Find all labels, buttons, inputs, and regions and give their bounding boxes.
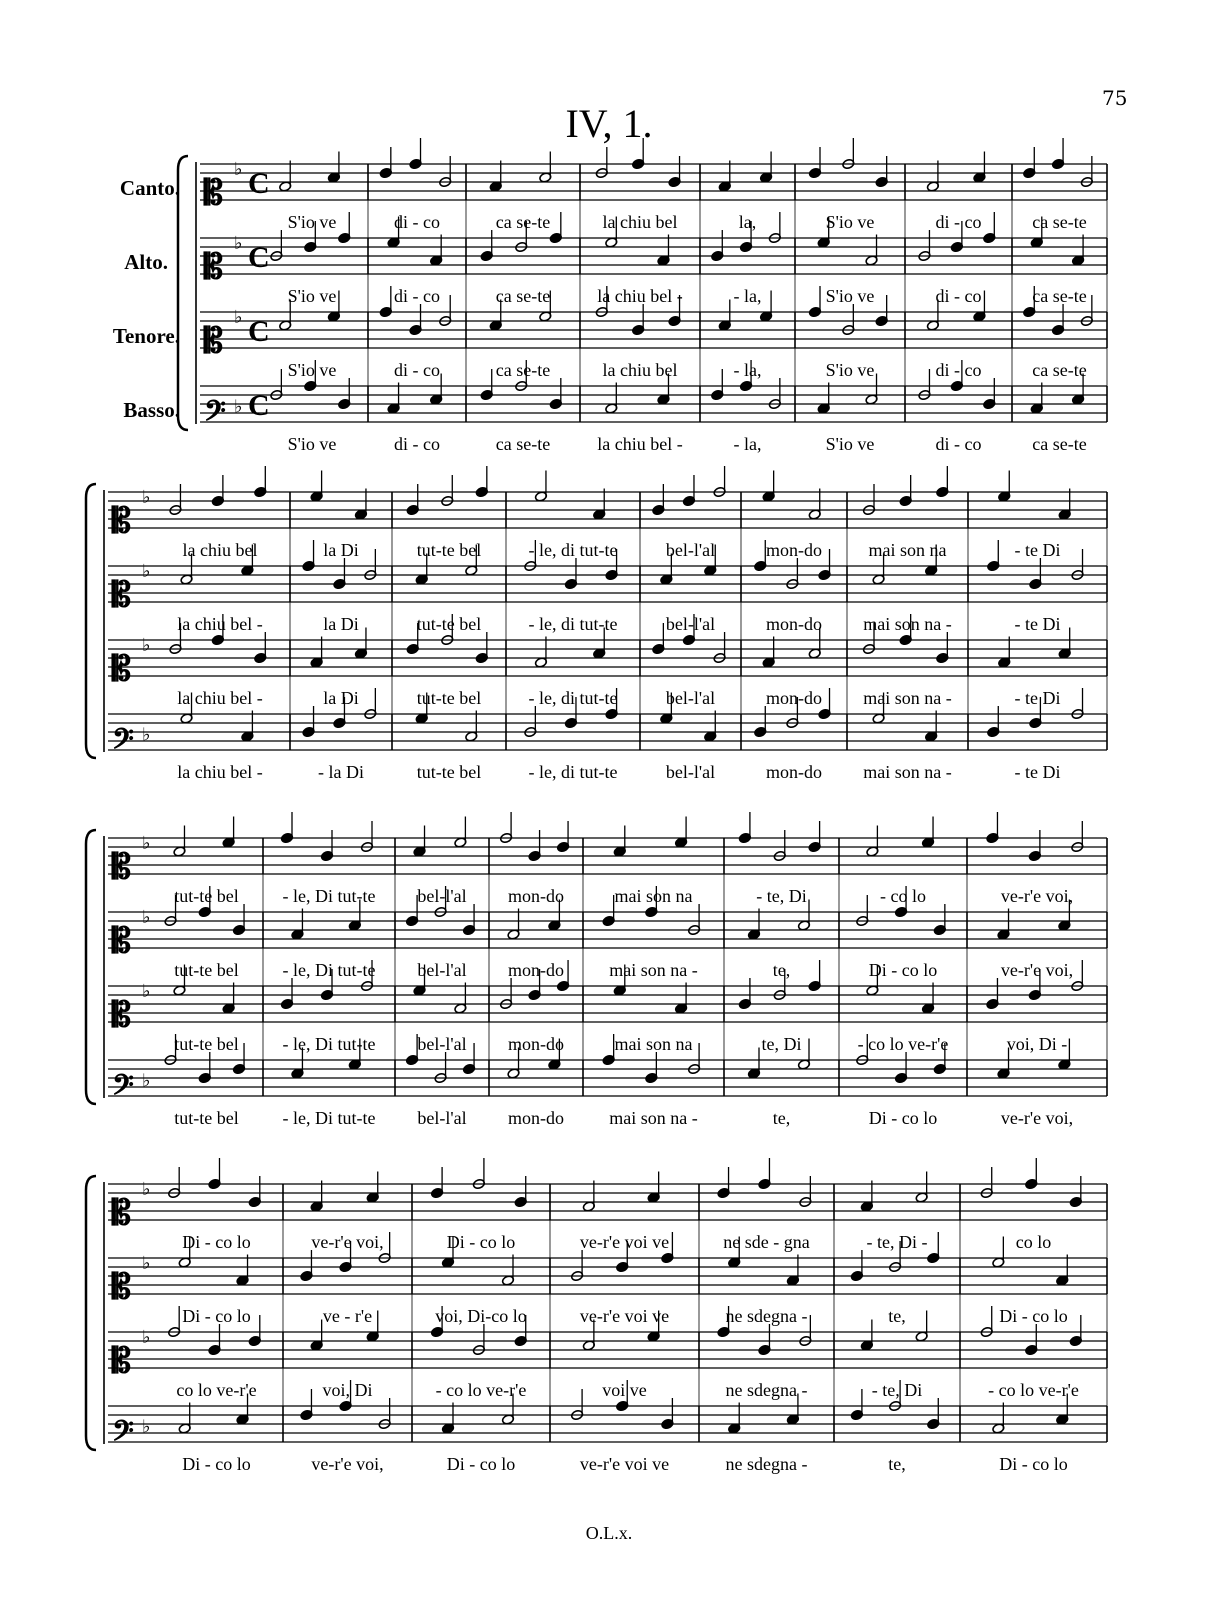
lyric-text: tut-te bel <box>416 688 482 708</box>
time-signature: C <box>248 166 270 200</box>
lyric-text: te, <box>772 1108 791 1128</box>
piece-title: IV, 1. <box>565 101 653 146</box>
lyric-text: tut-te bel <box>174 960 239 980</box>
key-flat-icon: ♭ <box>234 307 243 328</box>
lyric-text: bel-l'al <box>417 960 467 980</box>
lyric-text: di - co <box>935 434 982 454</box>
c-clef-icon: 𝄡 <box>112 849 131 886</box>
time-signature: C <box>248 388 270 422</box>
key-flat-icon: ♭ <box>142 1179 151 1200</box>
lyric-text: ne sdegna - <box>725 1306 808 1326</box>
c-clef-icon: 𝄡 <box>112 503 131 540</box>
c-clef-icon: 𝄡 <box>112 1195 131 1232</box>
c-clef-icon: 𝄡 <box>112 1269 131 1306</box>
lyric-text: la chiu bel - <box>177 762 263 782</box>
lyric-text: la Di <box>323 614 359 634</box>
c-clef-icon: 𝄡 <box>112 651 131 688</box>
lyric-text: tut-te bel <box>174 1108 239 1128</box>
lyric-text: ve-r'e voi, <box>1000 960 1074 980</box>
lyric-text: ca se-te <box>1032 286 1087 306</box>
lyric-text: ca se-te <box>1032 434 1087 454</box>
lyric-text: mai son na - <box>863 762 952 782</box>
lyric-text: - te Di <box>1014 540 1061 560</box>
c-clef-icon: 𝄡 <box>204 249 223 286</box>
lyric-text: ve - r'e <box>322 1306 373 1326</box>
lyric-text: la chiu bel - <box>597 434 683 454</box>
lyric-text: ca se-te <box>495 434 551 454</box>
lyric-text: mon-do <box>508 960 564 980</box>
lyric-text: - te Di <box>1014 688 1061 708</box>
c-clef-icon: 𝄡 <box>204 323 223 360</box>
voice-label-alto: Alto. <box>124 250 168 274</box>
key-flat-icon: ♭ <box>142 724 151 745</box>
c-clef-icon: 𝄡 <box>112 997 131 1034</box>
lyric-text: la chiu bel <box>602 360 678 380</box>
lyric-text: bel-l'al <box>665 688 716 708</box>
lyric-text: voi ve <box>602 1380 647 1400</box>
c-clef-icon: 𝄡 <box>112 577 131 614</box>
lyric-text: tut-te bel <box>174 886 239 906</box>
lyric-text: - le, di tut-te <box>528 688 618 708</box>
lyric-text: di - co <box>394 434 440 454</box>
key-flat-icon: ♭ <box>234 396 243 417</box>
key-flat-icon: ♭ <box>142 833 151 854</box>
lyric-text: mon-do <box>508 886 564 906</box>
key-flat-icon: ♭ <box>142 1253 151 1274</box>
lyric-text: Di - co lo <box>999 1454 1068 1474</box>
lyric-text: - te Di <box>1014 762 1061 782</box>
lyric-text: Di - co lo <box>999 1306 1068 1326</box>
lyric-text: - la, <box>733 360 762 380</box>
lyric-text: ve-r'e voi, <box>311 1454 384 1474</box>
key-flat-icon: ♭ <box>142 981 151 1002</box>
lyric-text: di - co <box>935 286 982 306</box>
lyric-text: S'io ve <box>825 212 875 232</box>
lyric-text: la Di <box>323 688 359 708</box>
lyric-text: S'io ve <box>287 434 337 454</box>
lyric-text: - le, Di tut-te <box>282 886 376 906</box>
lyric-text: co lo <box>1015 1232 1052 1252</box>
key-flat-icon: ♭ <box>142 635 151 656</box>
lyric-text: S'io ve <box>287 286 337 306</box>
lyric-text: la chiu bel - <box>177 614 263 634</box>
lyric-text: mon-do <box>766 540 822 560</box>
lyric-text: ve-r'e voi, <box>311 1232 384 1252</box>
f-clef-icon: 𝄢 <box>112 1071 134 1108</box>
lyric-text: - te, Di <box>756 886 807 906</box>
lyric-text: - te, Di <box>871 1380 923 1400</box>
lyric-text: - le, di tut-te <box>528 762 618 782</box>
lyric-text: ve-r'e voi, <box>1000 886 1074 906</box>
system-bracket <box>86 1176 96 1450</box>
lyric-text: tut-te bel <box>416 614 482 634</box>
lyric-text: ve-r'e voi, <box>1000 1108 1074 1128</box>
c-clef-icon: 𝄡 <box>112 1343 131 1380</box>
lyric-text: tut-te bel <box>416 540 482 560</box>
lyric-text: S'io ve <box>825 434 875 454</box>
lyric-text: S'io ve <box>825 360 875 380</box>
key-flat-icon: ♭ <box>142 1070 151 1091</box>
voice-label-canto: Canto. <box>119 176 180 200</box>
lyric-text: ca se-te <box>495 286 551 306</box>
key-flat-icon: ♭ <box>142 487 151 508</box>
lyric-text: mon-do <box>766 762 822 782</box>
lyric-text: di - co <box>394 286 440 306</box>
lyric-text: co lo ve-r'e <box>176 1380 257 1400</box>
lyric-text: ca se-te <box>1032 360 1087 380</box>
c-clef-icon: 𝄡 <box>204 175 223 212</box>
lyric-text: tut-te bel <box>416 762 482 782</box>
lyric-text: Di - co lo <box>446 1232 516 1252</box>
lyric-text: - co lo ve-r'e <box>857 1034 949 1054</box>
lyric-text: - le, di tut-te <box>528 614 618 634</box>
lyric-text: - te, Di - <box>866 1232 928 1252</box>
lyric-text: mon-do <box>508 1108 564 1128</box>
lyric-text: mai son na <box>868 540 947 560</box>
lyric-text: la chiu bel <box>182 540 258 560</box>
key-flat-icon: ♭ <box>142 907 151 928</box>
lyric-text: di - co <box>394 212 440 232</box>
lyric-text: mai son na - <box>863 614 952 634</box>
lyric-text: te, <box>888 1454 906 1474</box>
lyric-text: mai son na <box>614 1034 693 1054</box>
lyric-text: ne sdegna - <box>725 1380 808 1400</box>
lyric-text: Di - co lo <box>182 1232 251 1252</box>
lyric-text: - le, Di tut-te <box>282 960 376 980</box>
lyric-text: te, <box>888 1306 906 1326</box>
lyric-text: voi, Di <box>322 1380 373 1400</box>
lyric-text: - le, di tut-te <box>528 540 618 560</box>
lyric-text: la, <box>738 212 757 232</box>
f-clef-icon: 𝄢 <box>204 397 226 434</box>
lyric-text: la Di <box>323 540 359 560</box>
lyric-text: mai son na - <box>863 688 952 708</box>
lyric-text: Di - co lo <box>868 1108 938 1128</box>
lyric-text: - la Di <box>318 762 364 782</box>
lyric-text: voi, Di - <box>1006 1034 1068 1054</box>
lyric-text: - le, Di tut-te <box>282 1034 376 1054</box>
lyric-text: mai son na <box>614 886 693 906</box>
lyric-text: voi, Di-co lo <box>435 1306 527 1326</box>
lyric-text: la chiu bel <box>602 212 678 232</box>
lyric-text: - la, <box>733 434 762 454</box>
lyric-text: ve-r'e voi ve <box>579 1454 670 1474</box>
lyric-text: mon-do <box>766 688 822 708</box>
time-signature: C <box>248 314 270 348</box>
system-bracket <box>178 156 188 430</box>
f-clef-icon: 𝄢 <box>112 1417 134 1454</box>
lyric-text: di - co <box>394 360 440 380</box>
lyric-text: mai son na - <box>609 1108 698 1128</box>
lyric-text: bel-l'al <box>417 886 467 906</box>
lyric-text: ca se-te <box>495 360 551 380</box>
lyric-text: Di - co lo <box>446 1454 516 1474</box>
key-flat-icon: ♭ <box>142 561 151 582</box>
lyric-text: Di - co lo <box>182 1306 251 1326</box>
voice-label-tenore: Tenore. <box>112 324 180 348</box>
footer-signature: O.L.x. <box>585 1523 633 1543</box>
lyric-text: bel-l'al <box>665 762 716 782</box>
lyric-text: te, <box>772 960 791 980</box>
lyric-text: Di - co lo <box>868 960 938 980</box>
lyric-text: te, Di <box>761 1034 802 1054</box>
time-signature: C <box>248 240 270 274</box>
lyric-text: la chiu bel - <box>597 286 683 306</box>
system-bracket <box>86 484 96 758</box>
lyric-text: bel-l'al <box>665 614 716 634</box>
lyric-text: la chiu bel - <box>177 688 263 708</box>
key-flat-icon: ♭ <box>142 1327 151 1348</box>
lyric-text: ca se-te <box>495 212 551 232</box>
lyric-text: - co lo ve-r'e <box>435 1380 527 1400</box>
lyric-text: ve-r'e voi ve <box>579 1232 670 1252</box>
lyric-text: mon-do <box>508 1034 564 1054</box>
lyric-text: ve-r'e voi ve <box>579 1306 670 1326</box>
lyric-text: S'io ve <box>825 286 875 306</box>
lyric-text: bel-l'al <box>665 540 716 560</box>
c-clef-icon: 𝄡 <box>112 923 131 960</box>
lyric-text: S'io ve <box>287 360 337 380</box>
lyric-text: bel-l'al <box>417 1034 467 1054</box>
lyric-text: - le, Di tut-te <box>282 1108 376 1128</box>
f-clef-icon: 𝄢 <box>112 725 134 762</box>
lyric-text: di - co <box>935 360 982 380</box>
lyric-text: Di - co lo <box>182 1454 251 1474</box>
key-flat-icon: ♭ <box>234 159 243 180</box>
lyric-text: - co lo ve-r'e <box>988 1380 1079 1400</box>
lyric-text: - co lo <box>880 886 926 906</box>
system-bracket <box>86 830 96 1104</box>
lyric-text: tut-te bel <box>174 1034 239 1054</box>
key-flat-icon: ♭ <box>142 1416 151 1437</box>
lyric-text: - te Di <box>1014 614 1061 634</box>
voice-label-basso: Basso. <box>123 398 180 422</box>
lyric-text: di - co <box>935 212 982 232</box>
lyric-text: ne sde - gna <box>723 1232 810 1252</box>
lyric-text: bel-l'al <box>417 1108 467 1128</box>
lyric-text: ne sdegna - <box>725 1454 808 1474</box>
page-number: 75 <box>1102 86 1128 110</box>
lyric-text: mai son na - <box>609 960 698 980</box>
lyric-text: mon-do <box>766 614 822 634</box>
lyric-text: S'io ve <box>287 212 337 232</box>
lyric-text: ca se-te <box>1032 212 1087 232</box>
lyric-text: - la, <box>733 286 762 306</box>
key-flat-icon: ♭ <box>234 233 243 254</box>
